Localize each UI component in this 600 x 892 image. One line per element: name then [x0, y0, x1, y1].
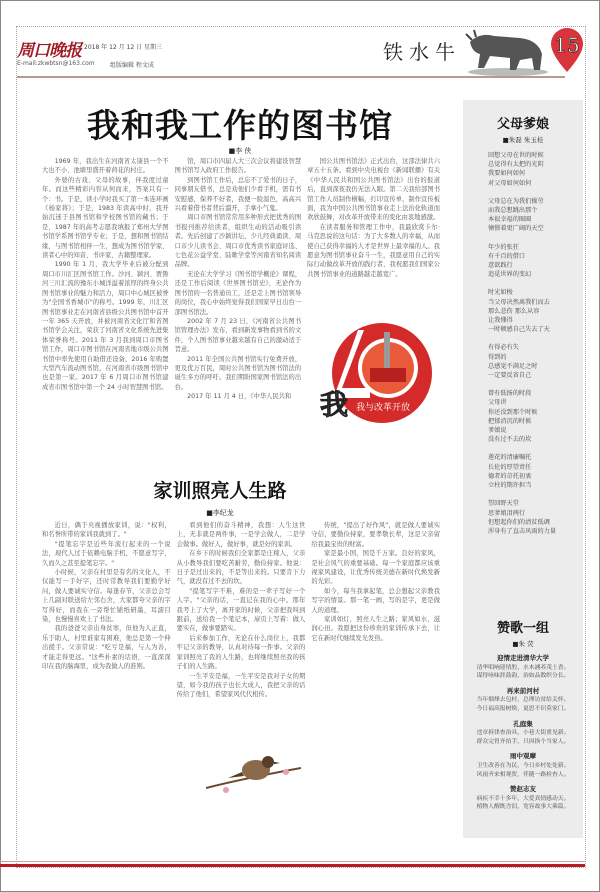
paragraph: 2011 年全国公共图书馆实行免费开放，更及优万百民，周时公共图书馆为图书馆法的诞生多方的呼吁。我们期盼国家图书馆法的出台。 — [174, 355, 302, 391]
poem-line: 一时顿感自己失去了天 — [488, 326, 550, 334]
footer-divider — [0, 864, 585, 867]
poem-line: 本很幸福的圈圈 — [488, 216, 532, 224]
verse-line: 清华唱响迎情腔，水木涵养茂土香。 — [476, 664, 570, 671]
paragraph: 1990 年 1 月，我大学毕业后被分配到周口市川汇区图书馆工作。沙河、颍河、贾鲁河三川汇流的豫东小城洋溢着浓厚的终身公共图书馆事业的魅力和活力，周口中心城区被誉为"全国书香城市"的称号。1999 年，川汇区图书馆事业走在河南省县级公共图书馆中首开一年 365 天开放，并被河南省文化厅和省图书馆学会关注，荣获了河南省文化系统先进集体荣誉称号。2011 年 3 月我到周口市图书馆工作，周口市图书馆在河南省地市级公共图书馆中率先使用自助借还设备，2016 年购置大型汽车流动图书馆，在河南省市级图书馆中也是第一家。2017 年 6 月周口市图书馆建成省市图书馆中第一个 24 小时智慧图书馆。 — [42, 261, 169, 391]
verse-block — [463, 720, 583, 747]
verse-block — [463, 654, 583, 681]
poem-title: 父母爹娘 — [496, 117, 549, 132]
poem-line: 当父母决然离我们而去 — [488, 298, 550, 306]
paragraph: 在乡下的时候我们全家都是庄稼人，父亲从小教导我们要吃苦耐劳，勤俭持家。他说：日子是过出来的，不是等出来的。只要肯下力气，就没有过不去的坎。 — [176, 550, 306, 586]
article-title: 我和我工作的图书馆 — [87, 106, 393, 145]
page-number: 15 — [554, 33, 580, 57]
paragraph: 2017 年 11 月 4 日，《中华人民共和 — [187, 393, 292, 401]
paragraph: 馆，周口市四届人大三次会议将建设智慧图书馆写入政府工作报告。 — [174, 158, 302, 175]
verse-line: 当年烟烽去包村，总理访贫给关怀。 — [476, 697, 570, 704]
poem-line: 一定要反省自己 — [488, 372, 532, 380]
poem-line: 德者的苛托初衷 — [488, 472, 532, 480]
poem-line: 让我懂得 — [488, 317, 513, 325]
poem-stanza — [488, 499, 583, 536]
poem-line: 莲花的清廉嘱托 — [488, 454, 532, 462]
paragraph: 我的爸爸父亲出身贫寒，但他为人正直，乐于助人，村里谁家有困难，他总是第一个伸出援手。父亲常说："吃亏是福，与人为善，才能走得更远。"这些朴素的话语，一直深深印在我的脑海里，成为我做人的准则。 — [42, 625, 171, 671]
poem-line: 思爹娘泪两行 — [488, 509, 526, 517]
emblem-character: 我 — [320, 388, 349, 421]
verse-block — [463, 785, 583, 812]
newspaper-logo: 周口晚报 — [17, 41, 81, 61]
paragraph: 看到他们的奋斗精神，我想：人生这世上，无非就是两件事，一是学会做人，二是学会做事。做好人，做好事，就是好的家训。 — [176, 522, 306, 548]
poem-line: 有千百的借口 — [488, 252, 526, 260]
article-column — [42, 521, 171, 861]
poem-line: 有得必有失 — [488, 344, 519, 352]
paragraph: 无论在大学学习《图书馆学概论》课程，还是工作后阅读《世界图书馆史》，无论作为图书馆的一名普通员工，还是走上图书馆领导的岗位，我心中始终觉得我们国家早日出台一部图书馆法。 — [174, 270, 302, 316]
paragraph: 2002 年 7 月 23 日，《河南省公共图书馆管理办法》发布，看到新发事物看到书的文件，个人图书馆事业越来越有自己的激动适于旨意。 — [174, 317, 302, 354]
poem-line: 总感觉不满足之时 — [488, 362, 538, 370]
verse-title: 赞赵志友 — [510, 785, 536, 794]
paragraph: "提笔忘字是近些年流行起来的一个说法，现代人过于依赖电脑手机，不愿意写字，久而久之甚至提笔忘字。" — [42, 540, 171, 567]
paragraph: 小时候，父亲在村里是有名的文化人，不仅能写一手好字，还时常教导我们要勤学好问，做人要诚实守信。每逢春节，父亲总会写上几副对联送给左邻右舍，大家都夸父亲的字写得好，而我在一旁帮忙铺纸研墨，耳濡目染，也慢慢喜欢上了书法。 — [42, 569, 171, 624]
poem-stanza — [488, 453, 583, 490]
paragraph: 1969 年，我出生在河南省太康县一个不大也不小、池塘里盛开着荷花的村庄。 — [42, 158, 169, 175]
verse-line: 今日福高报树焕，更思不识莫家门。 — [476, 706, 570, 713]
paragraph: 后来参加工作，无论在什么岗位上，我都牢记父亲的教导，认真对待每一件事。父亲的家训照亮了我的人生路，也将继续照亮我的孩子们的人生路。 — [176, 634, 306, 671]
verse-block — [463, 752, 583, 779]
poem-line: 而我总想跳出那个 — [488, 207, 538, 215]
paragraph: 家训如灯，照亮人生之路；家风如水，滋润心田。我愿把这份珍贵的家训传承下去，让它在新时代继续发光发热。 — [311, 616, 441, 642]
poem-line: 长伦的厚望责任 — [488, 463, 532, 471]
article-column — [42, 157, 169, 447]
poem-line: 回想父母在世的时候 — [488, 152, 544, 159]
poem-stanza — [488, 343, 583, 380]
verse-block — [463, 687, 583, 714]
article-byline: ■李 侠 — [228, 147, 252, 155]
paragraph: "提笔写字不难，难的是一辈子写好一个人字。"父亲的话，一直记在我的心中。那年我考上了大学，离开家的时候，父亲把我叫到跟前，送给我一个笔记本，扉页上写着：做人要实在，做事要踏实。 — [176, 587, 306, 633]
paragraph: 近日，偶于央视播放家训，说："权利，和名誉所带的家训我就到了。" — [42, 522, 171, 539]
header-divider — [17, 76, 565, 78]
verse-title: 孔庭集 — [513, 719, 533, 728]
verse-title: 迎情走进清华大学 — [497, 654, 549, 663]
paragraph: 到图书馆工作后，总忘不了爱书的日子，同事朋友借书，总是劝他们少看手机，需有书安慰感，保养不好者，我便一脸温色，高高兴兴看着借书者背后溜开，手拿小气鬼。 — [174, 176, 302, 213]
verse-line: 风雨齐来相观贺，伴随一路检查人。 — [476, 771, 570, 778]
section-name: 铁水牛 — [383, 40, 461, 64]
poem-body — [463, 151, 583, 536]
verse-line: 卫生改善在为民，今日乡村处处新。 — [476, 763, 570, 770]
poem-line: 立柱的期许担当 — [488, 482, 532, 490]
reform-40-anniversary-emblem — [310, 318, 432, 428]
contact-email: E-mail:zkwbtsn@163.com — [17, 60, 95, 67]
verse-title: 雨中观摩 — [510, 752, 536, 761]
article-column — [175, 157, 302, 447]
paragraph: 外婆的古戏、父母的故事，伴我度过童年。而这些精彩内容从何而来，答案只有一个：书。于是，读小学时我买了第一本连环画《杨家将》；于是，1983 年读高中时，我开始沉迷于县图书馆和学校图书馆的藏书；于是，1987 年的高考志愿我填报了郑州大学图书馆学系图书馆学专业；于是，想和图书馆结缘，与图书馆相伴一生，想成为图书馆学家、读者心中的知音、书评家、古籍整理家。 — [42, 176, 169, 260]
verse-line: 病疾不幸十多年，大爱真情感动天。 — [476, 795, 570, 802]
poem-byline: ■朱 荧 — [512, 640, 534, 649]
paragraph: 如今，每当我拿起笔，总会想起父亲教我写字的情景。那一笔一画，写的是字，更是做人的道理。 — [311, 587, 441, 614]
poem-stanza — [488, 288, 583, 334]
article-byline: ■李纪龙 — [206, 509, 234, 517]
bird-on-branch-illustration — [206, 738, 301, 808]
poem-line: 但想起你们的清贫低调 — [488, 518, 550, 526]
poem-stanza — [488, 197, 583, 234]
poem-line: 总觉得有太把的光阴 — [488, 161, 544, 169]
poem-line: 对父母如何如何 — [488, 179, 532, 187]
poem-title: 赞歌一组 — [496, 621, 549, 637]
poem-line: 时光如梭 — [488, 289, 513, 297]
poem-line: 我要如何如何 — [488, 170, 526, 178]
paragraph: 家是最小国，国是千万家。良好的家风，是社会风气的重要基础。每一个家庭都应该重视家风建设，让优秀传统美德在新时代焕发新的光彩。 — [311, 550, 441, 586]
poem-line: 没有过不去的坎 — [488, 436, 532, 444]
poem-stanza — [488, 151, 583, 188]
poem-line: 父母总在为我们操劳 — [488, 197, 544, 205]
article-body — [42, 521, 440, 861]
verse-title: 再来前河村 — [506, 686, 540, 695]
paragraph: 周口市图书馆常常用多种形式把优秀的图书报刊推荐给读者，组织生动的活动吸引读者。先后创建了沙颍讲坛、少儿经典诵读、周口市少儿读书会、周口市优秀读书家庭评选、七色花公益学堂、陆歌学堂等河南省知名阅读品牌。 — [174, 214, 302, 269]
poem-line: 望回野天堂 — [488, 500, 519, 508]
verse-line: 违章拆律查治具，小巷大街重见新。 — [476, 730, 570, 737]
emblem-caption: 我与改革开放 — [356, 403, 411, 413]
poem-line: 追觅世界的变幻 — [488, 271, 532, 279]
poem-stanza — [488, 389, 583, 444]
footer-divider-thin — [0, 861, 585, 862]
poem-byline: ■朱磊 朱玉桂 — [502, 136, 544, 144]
poem-line: 得到的 — [488, 353, 507, 361]
poem-line: 把郁消沉的时候 — [488, 417, 532, 425]
verse-line: 植物人醒既含泪，宽容故事大乘篇。 — [476, 804, 570, 811]
sidebar-poems — [463, 100, 583, 838]
article-column — [311, 521, 440, 861]
poem-body — [463, 654, 583, 812]
verse-line: 谋得咏味涯鼓韵，治如品数织分长。 — [476, 673, 570, 680]
article-column — [177, 521, 306, 861]
poem-line: 爹娘说 — [488, 427, 507, 435]
poem-stanza — [488, 243, 583, 280]
poem-line: 憧憬着更广阔的天空 — [488, 225, 544, 233]
article-column — [307, 157, 440, 307]
verse-line: 群众完胃齐拍手，只因换个当家人。 — [476, 738, 570, 745]
poem-line: 曾有低扬的时段 — [488, 390, 532, 398]
layout-editor: 组版编辑 程文成 — [110, 62, 154, 69]
poem-line: 意欲践行 — [488, 262, 513, 270]
paragraph: 国公共图书馆法》正式出台，这部法律共六章五十五条。看到中央电视台《新闻联播》有关《中华人民共和国公共图书馆法》出台的报道后，直到深夜我仍无法入眠。第二天我给部图书馆工作人员制作横幅，打印宣传单，制作宣传板面，我为中国公共图书馆事业走上法治化轨道而欢欣鼓舞，对改革开放带来的变化由衷地感激。 — [307, 158, 441, 222]
poem-line: 年少的张狂 — [488, 243, 519, 251]
poem-line: 你还没到那个时候 — [488, 408, 538, 416]
bull-sculpture-icon — [460, 28, 550, 76]
poem-line: 那么悲伤 那么从容 — [488, 307, 540, 315]
poem-line: 父母讲 — [488, 399, 507, 407]
article-title: 家训照亮人生路 — [153, 480, 287, 502]
issue-date: 2018 年 12 月 12 日 星期三 — [84, 44, 162, 51]
paragraph: 一生平安是福，一生平安是我对子女的期望，如今我的孩子也长大成人，我把父亲的话传给了他们，希望家风代代相传。 — [176, 672, 306, 699]
poem-line: 浑身有了直击风雨的力量 — [488, 527, 557, 535]
paragraph: 在读者服务和管理工作中，我最欣赏卡尔·马克思说的这句话：为了大多数人的幸福，从而使自己获得幸福的人才是世界上最幸福的人。我愿意为图书馆事业奋斗一生，我愿意用自己的实际行动做改革开放的践行者，我祝愿我们国家公共图书馆事业的道路越走越宽广。 — [307, 223, 441, 278]
paragraph: 传统，"提出了好作风"，就是做人要诚实守信，要勤俭持家，要孝敬长辈，这是父亲留给我最宝贵的财富。 — [311, 522, 441, 548]
